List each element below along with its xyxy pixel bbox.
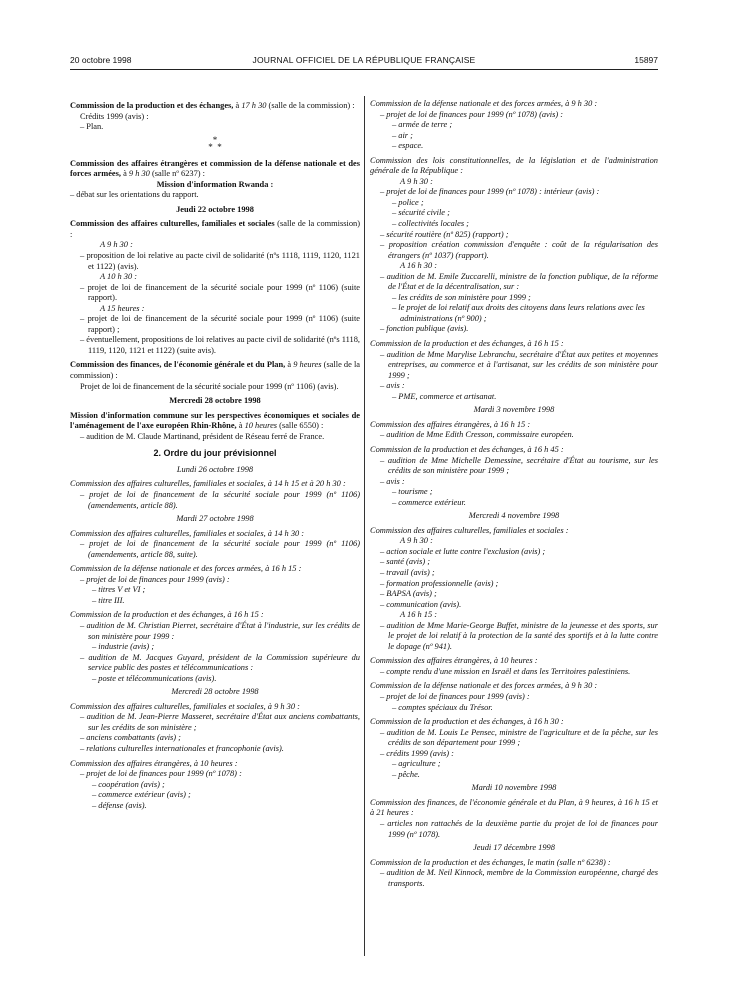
commission-title: Commission de la défense nationale et des forces armées, à 9 h 30 : [370, 99, 598, 108]
list-item: – commerce extérieur. [392, 497, 466, 507]
list-item: – police ; [392, 197, 424, 207]
page-header [70, 55, 658, 69]
list-item: – projet de loi de financement de la sécurité sociale pour 1999 (nº 1106) (amendements, article 88). [80, 489, 360, 510]
list-item: – éventuellement, propositions de loi relatives au pacte civil de solidarité (nºs 1118, 1119, 1120, 1121 et 1122) (suite avis). [80, 335, 360, 355]
list-item: – audition de M. Louis Le Pensec, ministre de l'agriculture et de la pêche, sur les crédits de son département pour 1999 ; [380, 727, 658, 748]
list-item: – audition de Mme Marylise Lebranchu, secrétaire d'État aux petites et moyennes entreprises, au commerce et à l'artisanat, sur les crédits de son ministère pour 1999 ; [380, 349, 658, 380]
commission-title: Commission de la production et des échanges, à 16 h 45 : [370, 444, 564, 454]
date-heading: Lundi 26 octobre 1998 [176, 464, 254, 474]
list-item: Projet de loi de financement de la sécurité sociale pour 1999 (nº 1106) (avis). [80, 381, 339, 391]
list-item: – audition de M. Claude Martinand, président de Réseau ferré de France. [80, 431, 325, 441]
page-number: 15897 [634, 55, 658, 65]
list-item: – projet de loi de finances pour 1999 (nº 1078) : intérieur (avis) : [380, 187, 600, 197]
commission-title: Commission des affaires culturelles, familiales et sociales, à 9 h 30 : [70, 701, 300, 711]
commission-title: Commission de la défense nationale et des forces armées, à 16 h 15 : [70, 564, 302, 574]
header-date: 20 octobre 1998 [70, 55, 132, 65]
list-item: – agriculture ; [392, 759, 441, 769]
time-label: A 9 h 30 : [400, 176, 433, 186]
time-label: A 16 h 15 : [400, 610, 438, 620]
list-item: – PME, commerce et artisanat. [392, 391, 497, 401]
list-item: – projet de loi de finances pour 1999 (avis) : [80, 574, 230, 584]
time-label: A 15 heures : [100, 303, 145, 313]
date-heading: Jeudi 22 octobre 1998 [176, 204, 254, 214]
time-label: A 16 h 30 : [400, 261, 438, 271]
time-label: A 9 h 30 : [100, 240, 133, 250]
list-item: – avis : [380, 381, 405, 391]
list-item: – projet de loi de financement de la sécurité sociale pour 1999 (nº 1106) (suite rapport). [80, 282, 360, 303]
list-item: – commerce extérieur (avis) ; [92, 790, 191, 800]
list-item: – industrie (avis) ; [92, 642, 155, 652]
list-item: – action sociale et lutte contre l'exclusion (avis) ; [380, 546, 546, 556]
list-item: – sécurité routière (nº 825) (rapport) ; [380, 229, 509, 239]
list-item: – santé (avis) ; [380, 557, 431, 567]
commission-title: Commission de la production et des échanges, à 16 h 15 : [370, 339, 564, 349]
list-item: Crédits 1999 (avis) : [80, 111, 149, 121]
commission-title: Commission de la production et des échanges, à 16 h 30 : [370, 717, 564, 727]
list-item: – articles non rattachés de la deuxième partie du projet de loi de finances pour 1999 (nº 1078). [380, 819, 658, 839]
list-item: – titres V et VI ; [92, 585, 146, 595]
list-item: – projet de loi de financement de la sécurité sociale pour 1999 (nº 1106) (amendements, article 88, suite). [80, 539, 360, 559]
entry-finances: Commission des finances, de l'économie générale et du Plan, à 9 heures (salle de la commission) : [70, 360, 361, 381]
list-item: – air ; [392, 130, 413, 140]
commission-title: Commission des affaires étrangères, à 10 heures : [370, 656, 538, 666]
date-heading: Jeudi 17 décembre 1998 [473, 843, 555, 853]
date-heading: Mercredi 4 novembre 1998 [468, 511, 560, 521]
commission-title: Commission des affaires culturelles, familiales et sociales, à 14 h 30 : [70, 528, 305, 538]
date-heading: Mardi 3 novembre 1998 [473, 405, 555, 415]
entry-affaires-culturelles: Commission des affaires culturelles, familiales et sociales (salle de la commission) : [70, 219, 361, 239]
list-item: – avis : [380, 476, 405, 486]
commission-title: Commission des lois constitutionnelles, de la législation et de l'administration générale de la République : [370, 155, 658, 176]
list-item: – audition de Mme Michelle Demessine, secrétaire d'État au tourisme, sur les crédits de son ministère pour 1999 ; [380, 455, 658, 476]
list-item: – audition de M. Jacques Guyard, président de la Commission supérieure du service public des postes et télécommunications : [80, 652, 360, 673]
list-item: – les crédits de son ministère pour 1999 ; [392, 292, 531, 302]
list-item: – formation professionnelle (avis) ; [380, 578, 499, 588]
date-heading: Mardi 27 octobre 1998 [176, 514, 254, 524]
commission-title: Commission des affaires culturelles, familiales et sociales, à 14 h 15 et à 20 h 30 : [70, 479, 346, 489]
commission-title: Commission de la production et des échanges, à 16 h 15 : [70, 610, 264, 620]
header-title: JOURNAL OFFICIEL DE LA RÉPUBLIQUE FRANÇAISE [252, 55, 476, 65]
list-item: – pêche. [392, 769, 420, 779]
list-item: – audition de M. Christian Pierret, secrétaire d'État à l'industrie, sur les crédits de son ministère pour 1999 : [80, 620, 360, 641]
section-heading: 2. Ordre du jour prévisionnel [153, 448, 277, 459]
commission-title: Commission des finances, de l'économie générale et du Plan, à 9 heures, à 16 h 15 et à 21 heures : [370, 797, 658, 818]
list-item: – relations culturelles internationales et francophonie (avis). [80, 743, 284, 753]
list-item: – projet de loi de finances pour 1999 (avis) : [380, 691, 530, 701]
entry-mission-rhin-rhone: Mission d'information commune sur les perspectives économiques et sociales de l'aménagement de l'axe européen Rhin-Rhône, à 10 heures (salle 6550) : [70, 410, 360, 431]
list-item: – le projet de loi relatif aux droits des citoyens dans leurs relations avec les administrations (nº 900) ; [392, 303, 645, 323]
column-divider [364, 96, 365, 956]
list-item: – Plan. [80, 122, 104, 132]
list-item: – défense (avis). [92, 800, 147, 810]
list-item: – audition de Mme Edith Cresson, commissaire européen. [380, 430, 574, 440]
entry-production-echanges: Commission de la production et des échanges, à 17 h 30 (salle de la commission) : [70, 101, 355, 110]
list-item: – armée de terre ; [392, 120, 453, 130]
list-item: – audition de Mme Marie-George Buffet, ministre de la jeunesse et des sports, sur le projet de loi relatif à la protection de la santé des sportifs et à la lutte contre le dopage (nº 941). [380, 620, 658, 651]
list-item: – comptes spéciaux du Trésor. [392, 702, 493, 712]
list-item: – compte rendu d'une mission en Israël et dans les Territoires palestiniens. [380, 666, 631, 676]
list-item: – projet de loi de financement de la sécurité sociale pour 1999 (nº 1106) (suite rapport) ; [80, 314, 360, 334]
list-item: – anciens combattants (avis) ; [80, 733, 181, 743]
list-item: – collectivités locales ; [392, 219, 469, 229]
commission-title: Commission de la production et des échanges, le matin (salle nº 6238) : [370, 857, 611, 867]
mission-title: Mission d'information Rwanda : [156, 179, 274, 189]
list-item: – tourisme ; [392, 487, 433, 497]
list-item: – fonction publique (avis). [380, 324, 469, 334]
list-item: – projet de loi de finances pour 1999 (nº 1078) : [80, 769, 242, 779]
right-column [370, 99, 658, 889]
list-item: – crédits 1999 (avis) : [380, 748, 454, 758]
list-item: – projet de loi de finances pour 1999 (nº 1078) (avis) : [380, 109, 564, 119]
time-label: A 9 h 30 : [400, 536, 433, 546]
list-item: – débat sur les orientations du rapport. [70, 190, 199, 200]
header-rule [70, 69, 658, 70]
entry-affaires-etrangeres-defense: Commission des affaires étrangères et commission de la défense nationale et des forces armées, à 9 h 30 (salle nº 6237) : [70, 158, 360, 179]
date-heading: Mardi 10 novembre 1998 [471, 783, 557, 793]
date-heading: Mercredi 28 octobre 1998 [171, 687, 259, 697]
list-item: – travail (avis) ; [380, 567, 435, 577]
list-item: – BAPSA (avis) ; [380, 589, 437, 599]
list-item: – sécurité civile ; [392, 208, 450, 218]
left-column [70, 101, 360, 811]
list-item: – poste et télécommunications (avis). [92, 673, 217, 683]
list-item: – audition de M. Jean-Pierre Masseret, secrétaire d'État aux anciens combattants, sur les crédits de son ministère ; [80, 712, 360, 732]
list-item: – coopération (avis) ; [92, 779, 165, 789]
list-item: – proposition création commission d'enquête : coût de la régularisation des étrangers (nº 1037) (rapport). [380, 240, 658, 260]
asterism: * * * [208, 134, 222, 152]
list-item: – proposition de loi relative au pacte civil de solidarité (nºs 1118, 1119, 1120, 1121 et 1122) (avis). [80, 251, 360, 271]
list-item: – espace. [392, 141, 424, 151]
list-item: – titre III. [92, 595, 125, 605]
list-item: – audition de M. Emile Zuccarelli, ministre de la fonction publique, de la réforme de l'État et de la décentralisation, sur : [380, 271, 658, 292]
list-item: – communication (avis). [380, 599, 462, 609]
commission-title: Commission des affaires culturelles, familiales et sociales : [370, 525, 569, 535]
commission-title: Commission de la défense nationale et des forces armées, à 9 h 30 : [370, 681, 598, 691]
list-item: – audition de M. Neil Kinnock, membre de la Commission européenne, chargé des transports. [380, 868, 658, 888]
commission-title: Commission des affaires étrangères, à 10 heures : [70, 758, 238, 768]
date-heading: Mercredi 28 octobre 1998 [169, 396, 261, 406]
commission-title: Commission des affaires étrangères, à 16 h 15 : [370, 419, 531, 429]
time-label: A 10 h 30 : [100, 272, 138, 282]
